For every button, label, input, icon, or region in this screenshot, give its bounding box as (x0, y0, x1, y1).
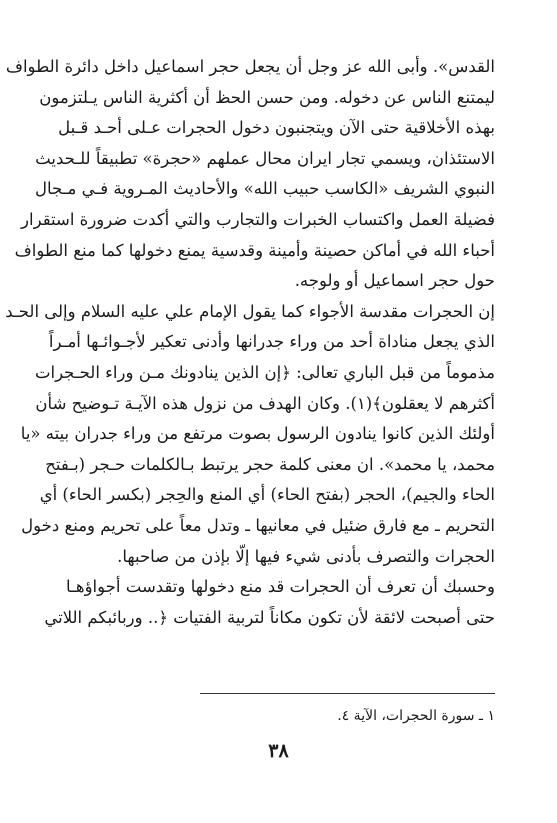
text-line: الحاء والجيم)، الحجر (بفتح الحاء) أي المنع والحِجر (بكسر الحاء) أي (39, 485, 495, 505)
text-line: أولئك الذين كانوا ينادون الرسول بصوت مرتفع من وراء جدران بيته «يا (20, 424, 495, 444)
text-line: الاستئذان، ويسمي تجار ايران محال عملهم «حجرة» تطبيقاً للـحديث (35, 148, 495, 168)
text-line: النبوي الشريف «الكاسب حبيب الله» والأحاديث المـروية فـي مـجال (35, 179, 495, 199)
text-line: محمد، يا محمد». ان معنى كلمة حجر يرتبط بـالكلمات حـجر (بـفتح (45, 454, 495, 474)
text-line: الحجرات والتصرف بأدنى شيء فيها إلّا بإذن من صاحبها. (117, 546, 495, 566)
text-line: ليمتنع الناس عن دخوله. ومن حسن الحظ أن أكثرية الناس يـلتزمون (39, 87, 495, 107)
text-line: التحريم ـ مع فارق ضئيل في معانيها ـ وتدل معاً على تحريم ومنع دخول (21, 515, 495, 535)
body-text (5, 52, 495, 633)
text-line: حتى أصبحت لائقة لأن تكون مكاناً لتربية الفتيات ﴿.. وربائبكم اللاتي (44, 607, 495, 627)
text-line: بهذه الأخلاقية حتى الآن ويتجنبون دخول الحجرات عـلى أحـد قـبل (58, 118, 495, 138)
text-line: القدس». وأبى الله عز وجل أن يجعل حجر اسماعيل داخل دائرة الطواف (5, 57, 495, 76)
text-line: الذي يجعل مناداة أحد من وراء جدرانها وأدنى تعكير لأجـوائـها أمـراً (48, 332, 495, 352)
text-line: أحباء الله في أماكن حصينة وأمينة وقدسية يمنع دخولها كما منع الطواف (14, 240, 495, 260)
text-line: أكثرهم لا يعقلون﴾(١). وكان الهدف من نزول هذه الآيـة تـوضيح شأن (35, 393, 495, 413)
footnote-divider (200, 693, 495, 694)
text-line: وحسبك أن تعرف أن الحجرات قد منع دخولها وتقدست أجواؤهـا (66, 577, 495, 597)
footnote: ١ ـ سورة الحجرات، الآية ٤. (337, 708, 495, 724)
text-line: حول حجر اسماعيل أو ولوجه. (294, 271, 495, 291)
text-line: إن الحجرات مقدسة الأجواء كما يقول الإمام علي عليه السلام وإلى الحـد (5, 301, 495, 321)
text-line: فضيلة العمل واكتساب الخبرات والتجارب والتي أكدت ضرورة استقرار (21, 209, 495, 229)
text-line: مذموماً من قبل الباري تعالى: ﴿إن الذين ينادونك مـن وراء الحـجرات (34, 362, 495, 382)
page-number: ٣٨ (268, 740, 289, 762)
